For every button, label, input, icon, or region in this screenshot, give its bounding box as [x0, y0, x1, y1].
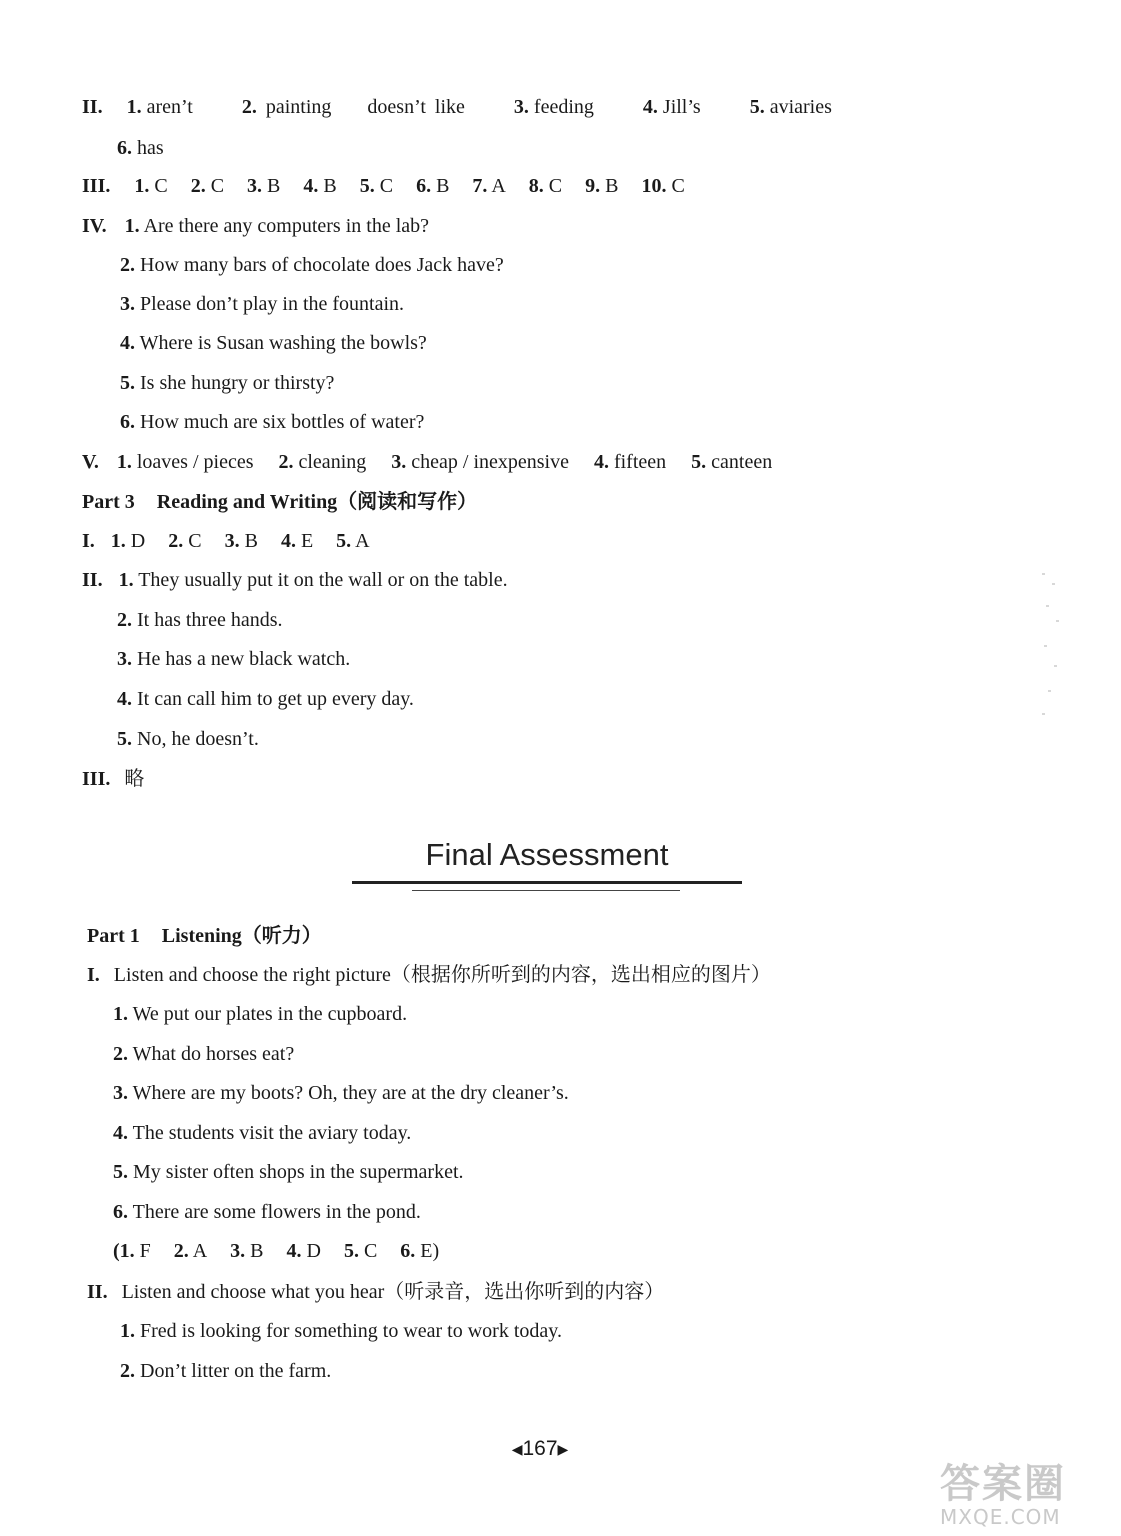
answer-item: 1. aren’t — [126, 96, 193, 118]
title-rule-thin — [412, 890, 680, 891]
p3-answer-row-iii: III. 略 — [82, 768, 145, 790]
section-label: III. — [82, 175, 111, 197]
answer-row-iv-6: 6. How much are six bottles of water? — [120, 411, 425, 433]
p3-answer-row-ii-4: 4. It can call him to get up every day. — [117, 688, 414, 710]
watermark-logo — [940, 1462, 1110, 1528]
answer-item: 2. cleaning — [278, 451, 367, 473]
answer-item: 2. C — [190, 175, 225, 197]
final-assessment-title: Final Assessment — [425, 837, 669, 872]
final-section-ii-instruction: II. Listen and choose what you hear（听录音，选出你听到的内容） — [87, 1281, 665, 1303]
title-rule-thick — [352, 881, 742, 884]
answer-item: 4. B — [303, 175, 337, 197]
section-label: I. — [82, 530, 95, 552]
answer-row-iv-3: 3. Please don’t play in the fountain. — [120, 293, 405, 315]
answer-item: 4. D — [286, 1240, 321, 1262]
final-section-i-instruction: I. Listen and choose the right picture（根据你所听到的内容，选出相应的图片） — [87, 964, 771, 986]
answer-item: 9. B — [585, 175, 619, 197]
answer-item: 2. C — [168, 530, 202, 552]
answer-item: 1. loaves / pieces — [116, 451, 254, 473]
right-arrow-icon: ▶ — [557, 1440, 569, 1457]
answer-item: 10. C — [641, 175, 685, 197]
answer-item: 7. A — [472, 175, 506, 197]
page-number: ◀167▶ — [511, 1437, 569, 1460]
final-i-answers — [113, 1238, 457, 1264]
answer-item: (1. F — [113, 1240, 151, 1262]
answer-item: 6. B — [416, 175, 450, 197]
section-label: II. — [82, 569, 103, 591]
answer-row-iv-2: 2. How many bars of chocolate does Jack have? — [120, 254, 504, 276]
answer-item: 4. fifteen — [593, 451, 667, 473]
answer-item: 1. C — [134, 175, 168, 197]
answer-item: 3. B — [224, 530, 258, 552]
answer-row-v — [82, 449, 790, 475]
p3-answer-row-i — [82, 528, 388, 554]
answer-item: 3. B — [230, 1240, 264, 1262]
answer-item: 3. B — [247, 175, 281, 197]
answer-item: 1. D — [110, 530, 146, 552]
answer-item: 6. E) — [400, 1240, 440, 1262]
final-i-item-1: 1. We put our plates in the cupboard. — [113, 1003, 408, 1025]
section-label: II. — [87, 1281, 108, 1303]
p3-answer-row-ii-1: II. 1. They usually put it on the wall or on the table. — [82, 569, 508, 591]
answer-item: 5. C — [359, 175, 394, 197]
answer-row-iii — [82, 173, 703, 199]
final-i-item-2: 2. What do horses eat? — [113, 1043, 295, 1065]
section-label: III. — [82, 768, 111, 790]
watermark-logo-url: MXQE.COM — [940, 1505, 1061, 1529]
answer-item: 5. aviaries — [749, 96, 832, 118]
answer-row-ii — [82, 94, 850, 120]
answer-item: 3. cheap / inexpensive — [391, 451, 569, 473]
section-label: V. — [82, 451, 99, 473]
answer-item: 5. canteen — [691, 451, 773, 473]
final-ii-item-1: 1. Fred is looking for something to wear to work today. — [120, 1320, 562, 1342]
section-label: II. — [82, 96, 103, 118]
p3-answer-row-ii-5: 5. No, he doesn’t. — [117, 728, 259, 750]
section-label: IV. — [82, 215, 107, 237]
final-i-item-3: 3. Where are my boots? Oh, they are at the dry cleaner’s. — [113, 1082, 569, 1104]
answer-item: 3. feeding — [513, 96, 594, 118]
part1-heading: Part 1 Listening（听力） — [87, 925, 322, 947]
answer-row-ii-cont: 6. has — [117, 137, 164, 159]
part3-heading: Part 3 Reading and Writing（阅读和写作） — [82, 491, 478, 513]
final-i-item-4: 4. The students visit the aviary today. — [113, 1122, 412, 1144]
final-ii-item-2: 2. Don’t litter on the farm. — [120, 1360, 332, 1382]
p3-answer-row-ii-2: 2. It has three hands. — [117, 609, 283, 631]
p3-answer-row-ii-3: 3. He has a new black watch. — [117, 648, 351, 670]
watermark-logo-text: 答案圈 — [940, 1461, 1066, 1507]
answer-row-iv-5: 5. Is she hungry or thirsty? — [120, 372, 335, 394]
answer-row-iv-4: 4. Where is Susan washing the bowls? — [120, 332, 427, 354]
answer-item: 5. A — [336, 530, 370, 552]
scan-specks — [1038, 565, 1068, 725]
answer-item: 4. E — [280, 530, 314, 552]
final-i-item-5: 5. My sister often shops in the supermarket. — [113, 1161, 464, 1183]
answer-row-iv-1: IV. 1. Are there any computers in the lab? — [82, 215, 430, 237]
answer-item: 2. painting doesn’t like — [241, 96, 465, 118]
final-i-item-6: 6. There are some flowers in the pond. — [113, 1201, 421, 1223]
answer-item: 5. C — [343, 1240, 378, 1262]
answer-item: 2. A — [173, 1240, 208, 1262]
section-label: I. — [87, 964, 100, 986]
left-arrow-icon: ◀ — [511, 1440, 523, 1457]
answer-item: 8. C — [528, 175, 563, 197]
answer-item: 4. Jill’s — [642, 96, 701, 118]
